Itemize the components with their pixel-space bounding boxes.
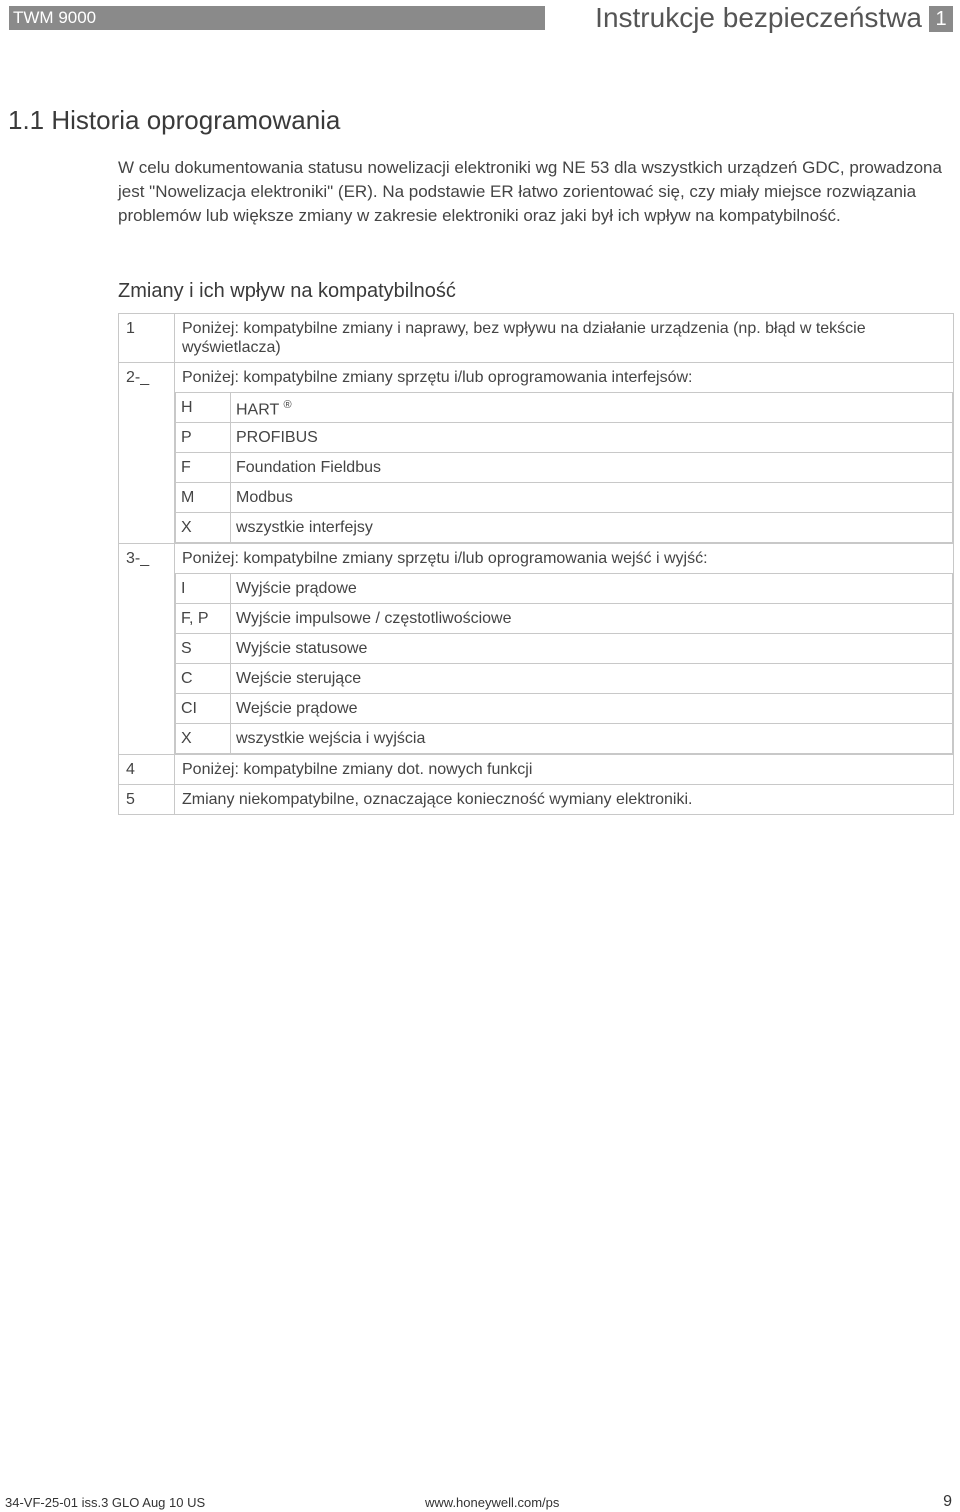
registered-mark: ® xyxy=(283,398,292,411)
sub-label: Foundation Fieldbus xyxy=(231,453,953,483)
row-code: 2-_ xyxy=(119,363,175,544)
row-group xyxy=(175,544,954,755)
subtable-row xyxy=(176,423,953,453)
subtable-row xyxy=(176,664,953,694)
website-text: www.honeywell.com/ps xyxy=(425,1495,560,1510)
subtable-row xyxy=(176,483,953,513)
interfaces-subtable xyxy=(175,392,953,543)
sub-label: Wyjście statusowe xyxy=(231,634,953,664)
row-code: 5 xyxy=(119,785,175,815)
sub-code: F, P xyxy=(176,604,231,634)
row-description: Poniżej: kompatybilne zmiany dot. nowych funkcji xyxy=(175,755,954,785)
subtable-row xyxy=(176,604,953,634)
row-description: Poniżej: kompatybilne zmiany sprzętu i/lub oprogramowania interfejsów: xyxy=(182,369,693,386)
subtable-row xyxy=(176,694,953,724)
sub-label: Wyjście prądowe xyxy=(231,574,953,604)
subtable-row xyxy=(176,724,953,754)
sub-code: S xyxy=(176,634,231,664)
sub-label: wszystkie wejścia i wyjścia xyxy=(231,724,953,754)
table-row xyxy=(119,755,954,785)
sub-code: F xyxy=(176,453,231,483)
table-row xyxy=(119,544,954,755)
product-name: TWM 9000 xyxy=(13,8,97,27)
sub-code: H xyxy=(176,393,231,423)
product-name-bar xyxy=(9,6,545,30)
subtable-row xyxy=(176,393,953,423)
sub-label: Modbus xyxy=(231,483,953,513)
subtable-row xyxy=(176,574,953,604)
subtable-row xyxy=(176,453,953,483)
compatibility-table xyxy=(118,313,954,815)
io-subtable xyxy=(175,573,953,754)
subtable-row xyxy=(176,513,953,543)
row-description: Zmiany niekompatybilne, oznaczające konieczność wymiany elektroniki. xyxy=(175,785,954,815)
sub-code: C xyxy=(176,664,231,694)
sub-label: wszystkie interfejsy xyxy=(231,513,953,543)
sub-label: Wejście prądowe xyxy=(231,694,953,724)
section-heading: 1.1 Historia oprogramowania xyxy=(8,105,341,135)
table-row xyxy=(119,314,954,363)
sub-label: Wyjście impulsowe / częstotliwościowe xyxy=(231,604,953,634)
sub-code: P xyxy=(176,423,231,453)
table-row xyxy=(119,363,954,544)
page-number: 9 xyxy=(943,1493,952,1510)
sub-code: CI xyxy=(176,694,231,724)
row-description: Poniżej: kompatybilne zmiany i naprawy, bez wpływu na działanie urządzenia (np. błąd w tekście wyświetlacza) xyxy=(175,314,954,363)
table-row xyxy=(119,785,954,815)
chapter-number-badge: 1 xyxy=(929,6,953,32)
row-description: Poniżej: kompatybilne zmiany sprzętu i/lub oprogramowania wejść i wyjść: xyxy=(182,550,708,567)
row-code: 1 xyxy=(119,314,175,363)
sub-code: X xyxy=(176,513,231,543)
sub-code: M xyxy=(176,483,231,513)
sub-label: HART ® xyxy=(231,393,953,423)
row-code: 4 xyxy=(119,755,175,785)
table-subheading: Zmiany i ich wpływ na kompatybilność xyxy=(118,280,456,302)
sub-code: I xyxy=(176,574,231,604)
row-group xyxy=(175,363,954,544)
sub-code: X xyxy=(176,724,231,754)
intro-paragraph: W celu dokumentowania statusu nowelizacji elektroniki wg NE 53 dla wszystkich urządzeń GDC, prowadzona jest "Nowelizacja elektroniki" (ER). Na podstawie ER łatwo zorientować się, czy miały miejsce rozwiązania problemów lub większe zmiany w zakresie elektroniki oraz jaki był ich wpływ na kompatybilność. xyxy=(118,158,942,225)
sub-label: Wejście sterujące xyxy=(231,664,953,694)
sub-label: PROFIBUS xyxy=(231,423,953,453)
row-code: 3-_ xyxy=(119,544,175,755)
chapter-title: Instrukcje bezpieczeństwa xyxy=(595,2,922,33)
document-id: 34-VF-25-01 iss.3 GLO Aug 10 US xyxy=(5,1495,206,1510)
subtable-row xyxy=(176,634,953,664)
